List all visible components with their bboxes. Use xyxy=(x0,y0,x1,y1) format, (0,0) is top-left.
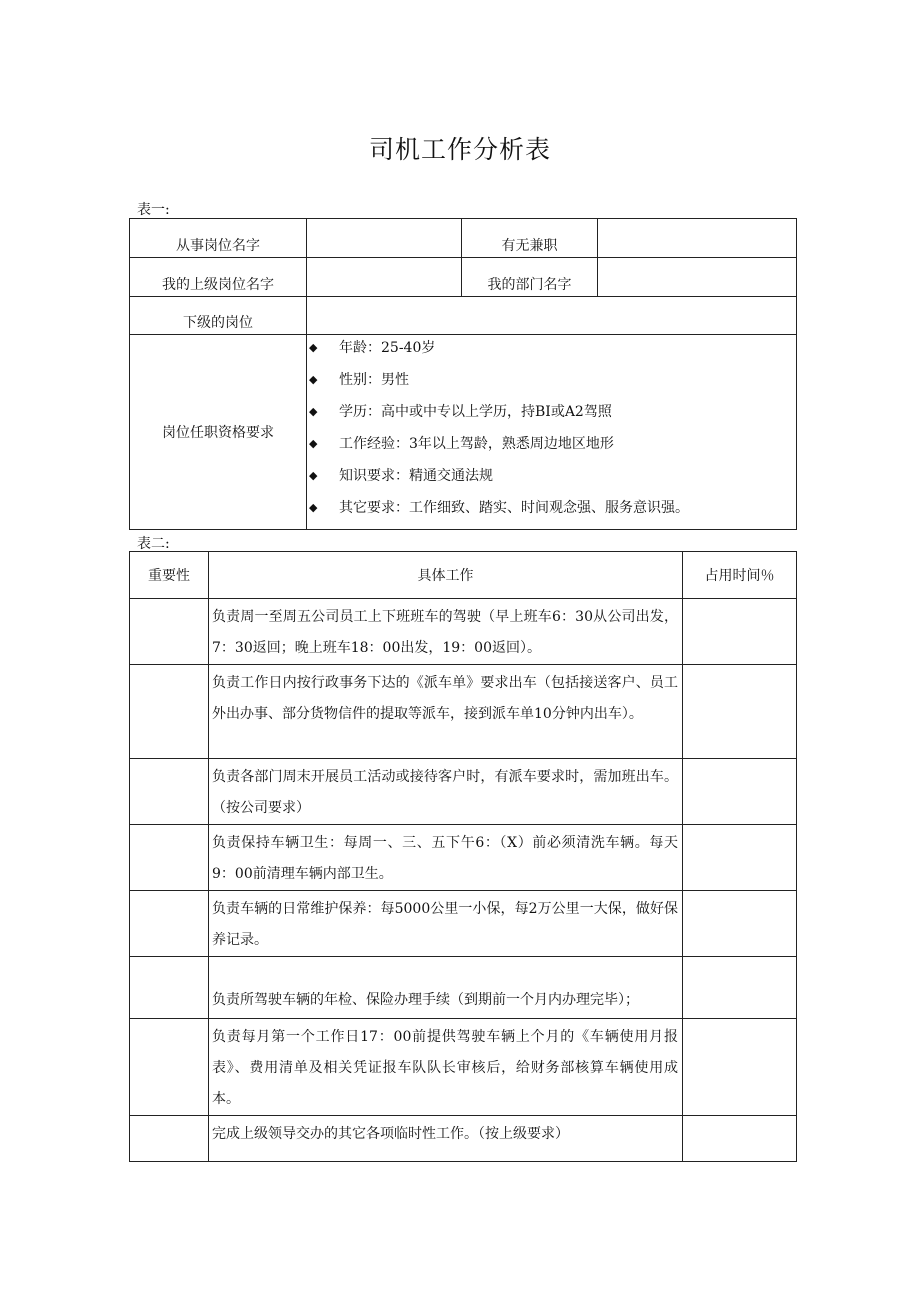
table-row xyxy=(130,759,797,825)
table-row xyxy=(130,297,797,335)
part-time-value xyxy=(598,219,797,258)
time-cell xyxy=(683,1019,797,1116)
qualifications-cell xyxy=(307,335,797,530)
task-cell: 负责每月第一个工作日17：00前提供驾驶车辆上个月的《车辆使用月报表》、费用清单及相关凭证报车队队长审核后，给财务部核算车辆使用成本。 xyxy=(209,1019,683,1116)
task-cell: 负责车辆的日常维护保养：每5000公里一小保，每2万公里一大保，做好保养记录。 xyxy=(209,891,683,957)
table-row xyxy=(130,219,797,258)
importance-cell xyxy=(130,759,209,825)
importance-header: 重要性 xyxy=(130,552,209,599)
importance-cell xyxy=(130,665,209,759)
diamond-bullet-icon: ◆ xyxy=(309,405,318,418)
importance-cell xyxy=(130,599,209,665)
table1-caption: 表一: xyxy=(137,202,170,218)
time-cell xyxy=(683,665,797,759)
task-cell: 负责工作日内按行政事务下达的《派车单》要求出车（包括接送客户、员工外出办事、部分货物信件的提取等派车，接到派车单10分钟内出车）。 xyxy=(209,665,683,759)
diamond-bullet-icon: ◆ xyxy=(309,501,318,514)
table-row xyxy=(130,335,797,530)
time-cell xyxy=(683,825,797,891)
list-item: ◆ 学历：高中或中专以上学历，持BI或A2驾照 xyxy=(307,401,796,433)
table-row xyxy=(130,957,797,1019)
table-row xyxy=(130,665,797,759)
task-cell: 完成上级领导交办的其它各项临时性工作。（按上级要求） xyxy=(209,1116,683,1162)
department-value xyxy=(598,258,797,297)
table-row xyxy=(130,891,797,957)
page-title: 司机工作分析表 xyxy=(368,135,551,164)
importance-cell xyxy=(130,825,209,891)
table-row xyxy=(130,599,797,665)
importance-cell xyxy=(130,891,209,957)
importance-cell xyxy=(130,1116,209,1162)
time-cell xyxy=(683,599,797,665)
job-info-table xyxy=(129,218,797,530)
department-label: 我的部门名字 xyxy=(462,258,598,297)
diamond-bullet-icon: ◆ xyxy=(309,437,318,450)
diamond-bullet-icon: ◆ xyxy=(309,373,318,386)
work-tasks-table xyxy=(129,551,797,1162)
time-cell xyxy=(683,759,797,825)
diamond-bullet-icon: ◆ xyxy=(309,469,318,482)
qualifications-label: 岗位任职资格要求 xyxy=(130,335,307,530)
time-cell xyxy=(683,1116,797,1162)
list-item: ◆ 性别：男性 xyxy=(307,369,796,401)
table2-caption: 表二: xyxy=(137,536,170,552)
superior-position-value xyxy=(307,258,462,297)
position-name-value xyxy=(307,219,462,258)
task-cell: 负责各部门周末开展员工活动或接待客户时，有派车要求时，需加班出车。（按公司要求） xyxy=(209,759,683,825)
task-cell: 负责所驾驶车辆的年检、保险办理手续（到期前一个月内办理完毕）； xyxy=(209,957,683,1019)
time-header: 占用时间％ xyxy=(683,552,797,599)
time-cell xyxy=(683,957,797,1019)
qualifications-list xyxy=(307,337,796,529)
importance-cell xyxy=(130,1019,209,1116)
work-header: 具体工作 xyxy=(209,552,683,599)
subordinate-value xyxy=(307,297,797,335)
task-cell: 负责保持车辆卫生：每周一、三、五下午6：（X）前必须清洗车辆。每天9：00前清理车辆内部卫生。 xyxy=(209,825,683,891)
table-row xyxy=(130,258,797,297)
table-row xyxy=(130,825,797,891)
table-header-row xyxy=(130,552,797,599)
diamond-bullet-icon: ◆ xyxy=(309,341,318,354)
subordinate-label: 下级的岗位 xyxy=(130,297,307,335)
table-row xyxy=(130,1116,797,1162)
superior-position-label: 我的上级岗位名字 xyxy=(130,258,307,297)
task-cell: 负责周一至周五公司员工上下班班车的驾驶（早上班车6：30从公司出发，7：30返回；晚上班车18：00出发，19：00返回）。 xyxy=(209,599,683,665)
part-time-label: 有无兼职 xyxy=(462,219,598,258)
list-item: ◆ 其它要求：工作细致、踏实、时间观念强、服务意识强。 xyxy=(307,497,796,529)
table-row xyxy=(130,1019,797,1116)
list-item: ◆ 知识要求：精通交通法规 xyxy=(307,465,796,497)
position-name-label: 从事岗位名字 xyxy=(130,219,307,258)
importance-cell xyxy=(130,957,209,1019)
time-cell xyxy=(683,891,797,957)
list-item: ◆ 年龄：25-40岁 xyxy=(307,337,796,369)
list-item: ◆ 工作经验：3年以上驾龄，熟悉周边地区地形 xyxy=(307,433,796,465)
